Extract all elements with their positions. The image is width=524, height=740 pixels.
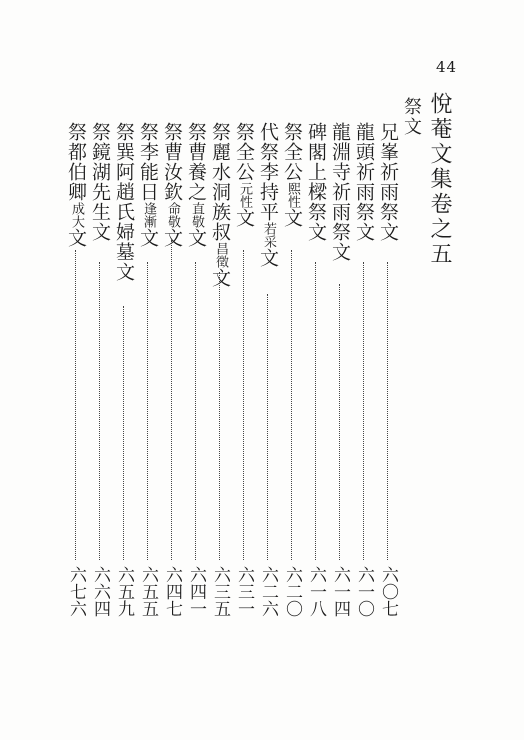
dot-leader xyxy=(339,284,340,560)
dot-leader xyxy=(123,306,124,560)
entry-title: 兄峯祈雨祭文 xyxy=(377,122,399,242)
entry-page-number: 六〇七 xyxy=(378,566,398,617)
entry-title: 龍淵寺祈雨祭文 xyxy=(329,122,351,262)
entry-title: 祭都伯卿成大文 xyxy=(65,122,87,248)
entry-title: 代祭李持平若采文 xyxy=(257,122,279,268)
page-number: 44 xyxy=(436,58,458,76)
dot-leader xyxy=(363,262,364,560)
entry-page-number: 六三五 xyxy=(210,566,230,617)
dot-leader xyxy=(75,250,76,560)
entry-page-number: 六三一 xyxy=(234,566,254,617)
entry-title: 龍頭祈雨祭文 xyxy=(353,122,375,242)
entry-title: 祭全公元性文 xyxy=(233,122,255,228)
entry-page-number: 六四一 xyxy=(186,566,206,617)
entry-page-number: 六六四 xyxy=(90,566,110,617)
dot-leader xyxy=(171,240,172,560)
dot-leader xyxy=(243,250,244,560)
entry-page-number: 六五九 xyxy=(114,566,134,617)
entry-title: 祭曹養之直敬文 xyxy=(185,122,207,248)
dot-leader xyxy=(387,262,388,560)
entry-page-number: 六四七 xyxy=(162,566,182,617)
entry-page-number: 六七六 xyxy=(66,566,86,617)
dot-leader xyxy=(195,262,196,560)
entry-title: 祭李能日逢漸文 xyxy=(137,122,159,248)
entry-title: 祭曹汝欽命敬文 xyxy=(161,122,183,248)
dot-leader xyxy=(291,250,292,560)
entry-page-number: 六二六 xyxy=(258,566,278,617)
entry-page-number: 六五五 xyxy=(138,566,158,617)
entry-page-number: 六一四 xyxy=(330,566,350,617)
dot-leader xyxy=(219,272,220,560)
entry-page-number: 六一〇 xyxy=(354,566,374,617)
entry-title: 祭麗水洞族叔昌徵文 xyxy=(209,122,231,288)
book-title: 悅菴文集卷之五 xyxy=(427,92,452,267)
dot-leader xyxy=(147,262,148,560)
entry-title: 祭巽阿趙氏婦墓文 xyxy=(113,122,135,282)
section-title: 祭文 xyxy=(401,97,422,137)
dot-leader xyxy=(267,294,268,560)
entry-title: 碑閣上樑祭文 xyxy=(305,122,327,242)
entry-title: 祭鏡湖先生文 xyxy=(89,122,111,242)
entry-page-number: 六二〇 xyxy=(282,566,302,617)
dot-leader xyxy=(315,262,316,560)
entry-title: 祭全公熙性文 xyxy=(281,122,303,228)
entry-page-number: 六一八 xyxy=(306,566,326,617)
dot-leader xyxy=(99,262,100,560)
